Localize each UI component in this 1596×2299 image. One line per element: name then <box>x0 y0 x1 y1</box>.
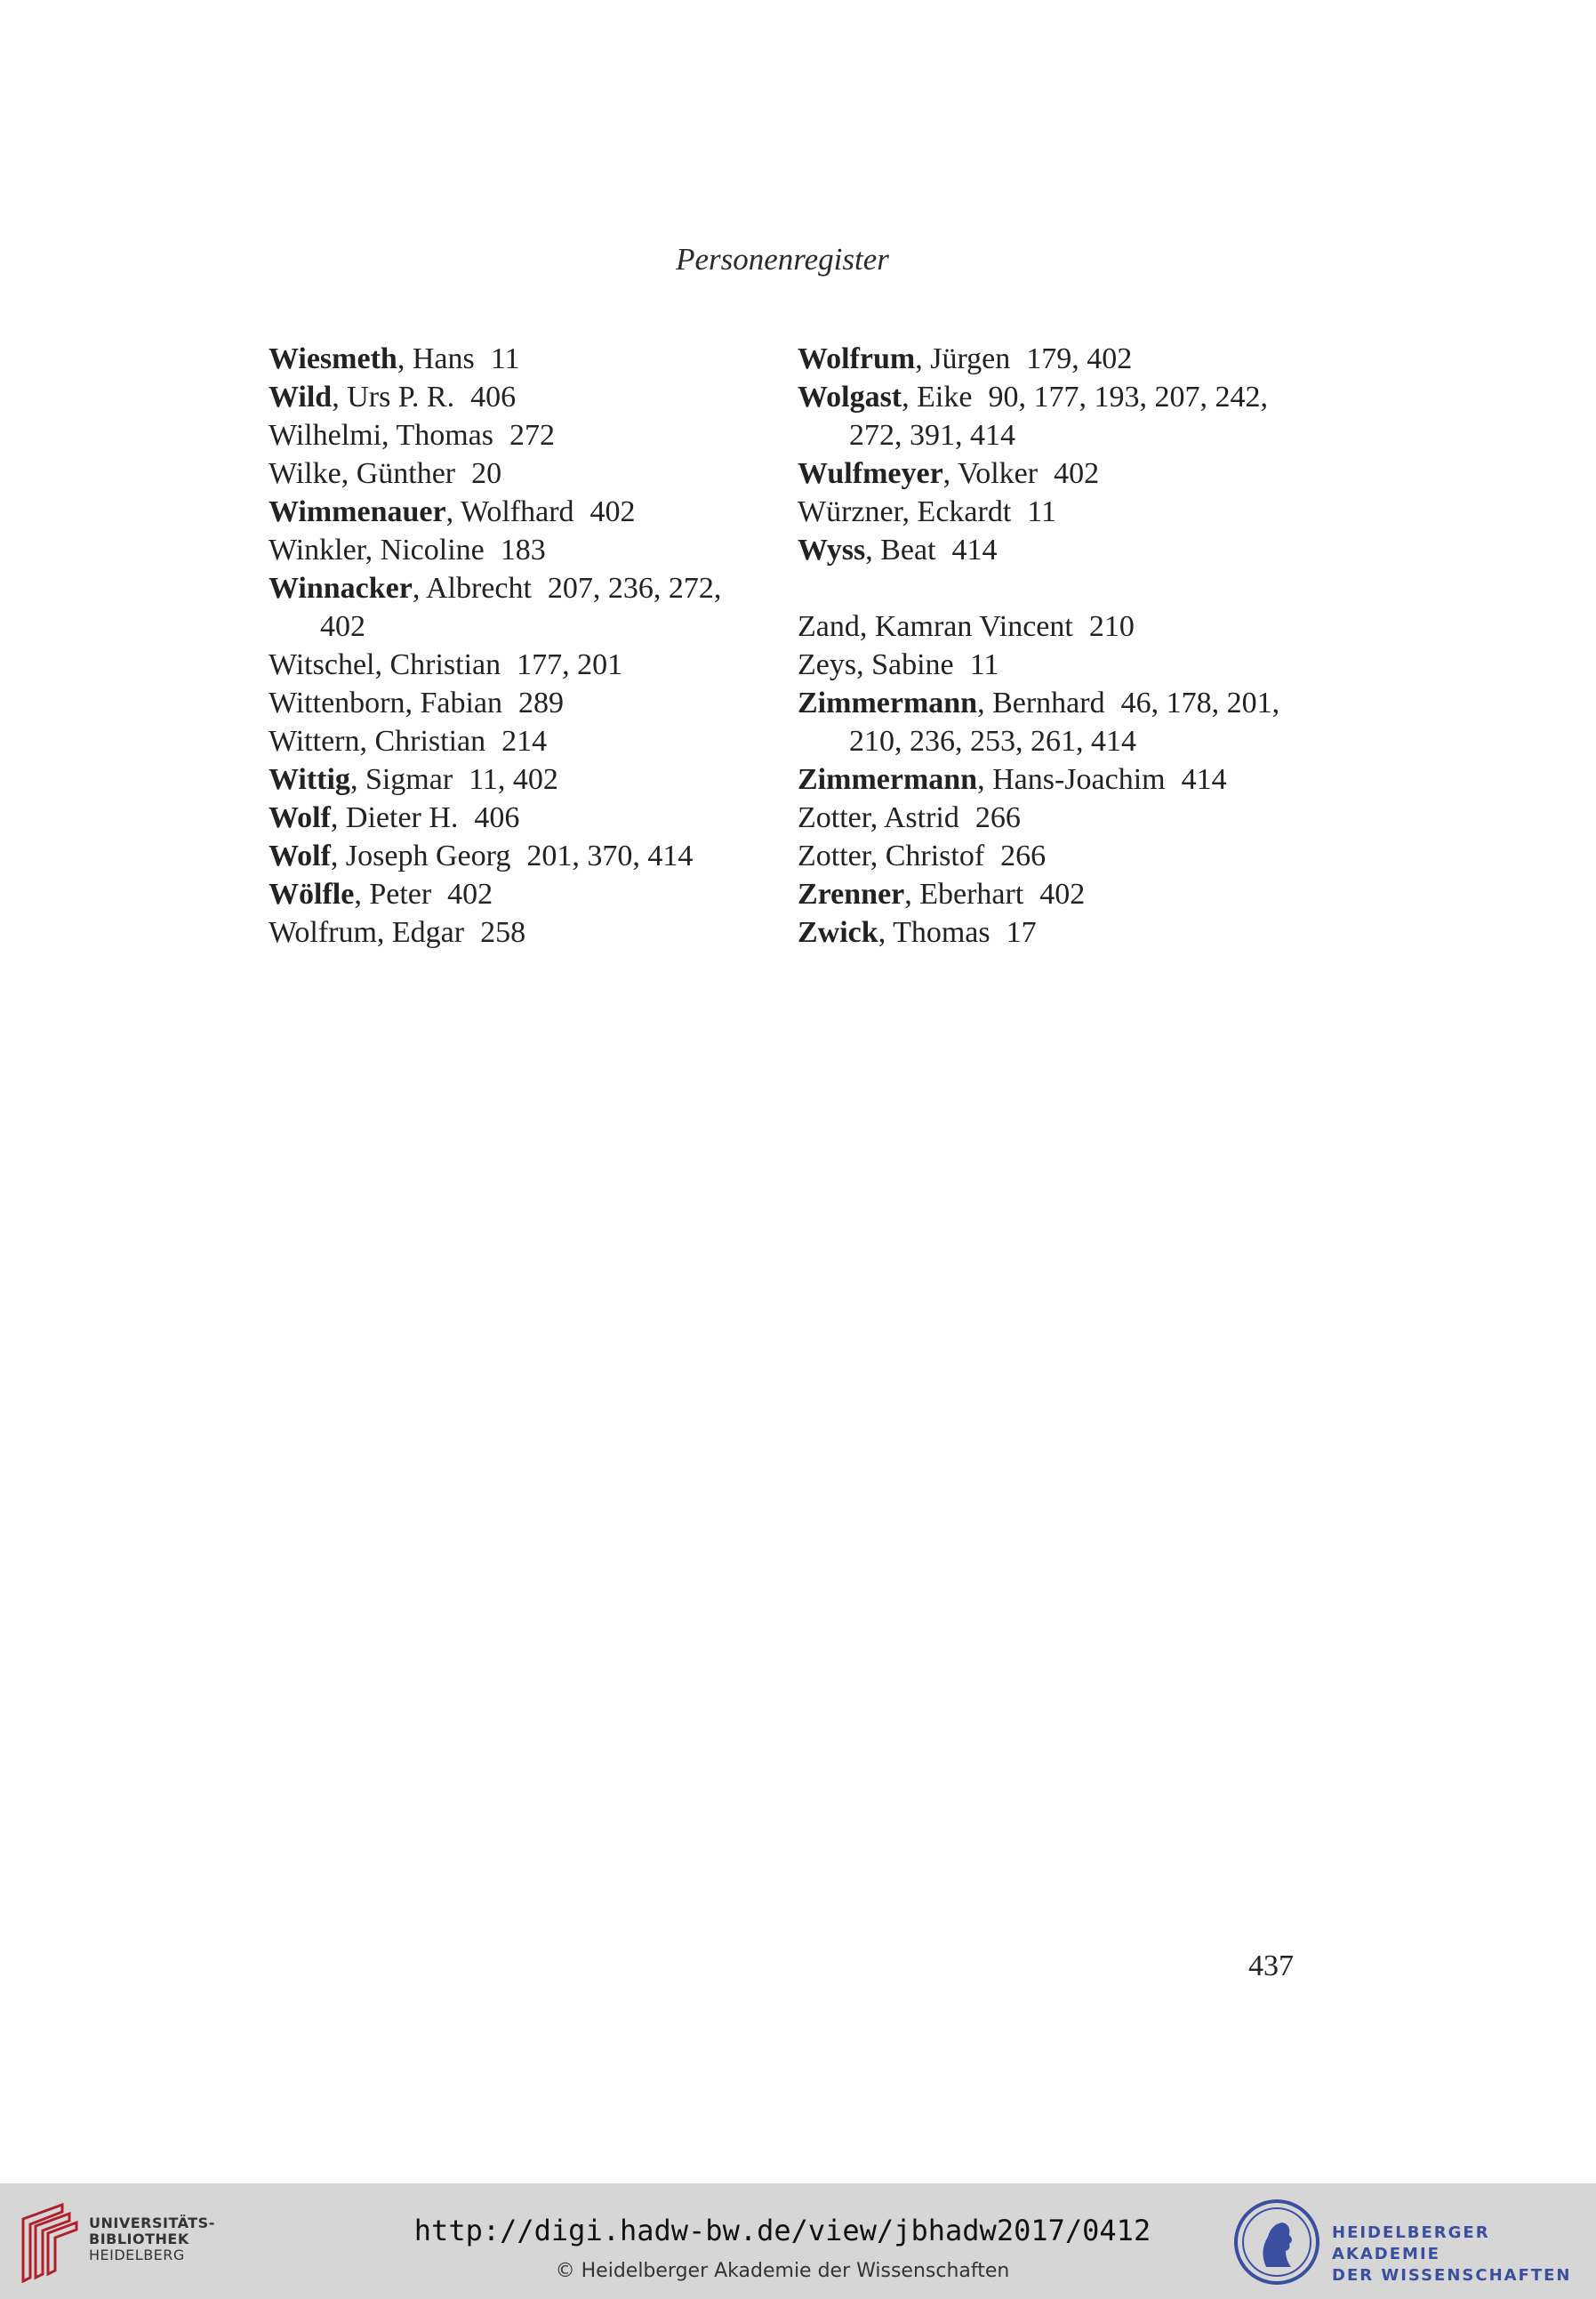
entry-name: , Albrecht <box>412 572 532 605</box>
entry-name: Winkler, Nicoline <box>269 534 485 567</box>
entry-name: Wilke, Günther <box>269 457 456 490</box>
index-entry <box>798 875 1295 913</box>
running-head: Personenregister <box>676 242 889 277</box>
index-entry <box>798 799 1295 837</box>
entry-name: , Eike <box>902 381 973 414</box>
index-entry <box>798 454 1295 493</box>
index-entry <box>798 531 1295 569</box>
entry-pages: 266 <box>974 801 1021 834</box>
index-entry <box>269 493 766 531</box>
ub-line-3: HEIDELBERG <box>89 2247 185 2263</box>
entry-surname-bold: Zimmermann <box>798 763 978 796</box>
index-entry <box>269 416 766 454</box>
entry-surname-bold: Wyss <box>798 534 866 567</box>
entry-surname-bold: Wittig <box>269 763 350 796</box>
entry-pages: 214 <box>501 725 548 758</box>
entry-surname-bold: Winnacker <box>269 572 413 605</box>
entry-name: , Volker <box>942 457 1039 490</box>
entry-pages: 258 <box>480 916 526 949</box>
entry-name: Zotter, Christof <box>798 840 985 872</box>
entry-surname-bold: Wiesmeth <box>269 342 397 375</box>
entry-surname-bold: Zrenner <box>798 878 905 911</box>
entry-name: , Hans <box>397 342 475 375</box>
entry-name: Wittenborn, Fabian <box>269 687 503 719</box>
entry-name: Wittern, Christian <box>269 725 486 758</box>
entry-pages: 46, 178, 201, 210, 236, 253, 261, 414 <box>849 687 1280 758</box>
ub-line-2: BIBLIOTHEK <box>89 2231 189 2247</box>
entry-name: , Wolfhard <box>445 495 574 528</box>
entry-pages: 406 <box>470 381 517 414</box>
index-entry <box>269 378 766 416</box>
index-entry <box>798 646 1295 684</box>
index-entry <box>269 760 766 799</box>
hadw-line-2: DER WISSENSCHAFTEN <box>1332 2266 1572 2285</box>
permalink-url[interactable]: http://digi.hadw-bw.de/view/jbhadw2017/0412 <box>413 2214 1151 2247</box>
index-entry <box>269 569 766 646</box>
entry-pages: 414 <box>951 534 998 567</box>
index-entry <box>269 646 766 684</box>
entry-pages: 11, 402 <box>469 763 558 796</box>
entry-pages: 402 <box>589 495 636 528</box>
entry-name: , Thomas <box>878 916 990 949</box>
entry-surname-bold: Wolf <box>269 801 331 834</box>
entry-name: , Joseph Georg <box>330 840 511 872</box>
entry-surname-bold: Wild <box>269 381 333 414</box>
entry-pages: 402 <box>1039 878 1086 911</box>
index-entry <box>798 760 1295 799</box>
entry-surname-bold: Zwick <box>798 916 878 949</box>
entry-name: Witschel, Christian <box>269 648 501 681</box>
entry-name: , Urs P. R. <box>332 381 455 414</box>
entry-pages: 272 <box>509 419 555 452</box>
entry-pages: 289 <box>518 687 565 719</box>
entry-pages: 20 <box>471 457 502 490</box>
entry-name: , Eberhart <box>904 878 1024 911</box>
index-entry <box>798 837 1295 875</box>
entry-name: , Jürgen <box>915 342 1011 375</box>
entry-name: , Dieter H. <box>330 801 459 834</box>
entry-pages: 207, 236, 272, 402 <box>320 572 722 643</box>
entry-name: Zotter, Astrid <box>798 801 959 834</box>
index-entry <box>798 684 1295 760</box>
entry-pages: 11 <box>490 342 520 375</box>
index-entry <box>798 913 1295 952</box>
footer-bar <box>0 2183 1596 2299</box>
entry-pages: 183 <box>500 534 546 567</box>
entry-pages: 17 <box>1006 916 1037 949</box>
entry-surname-bold: Wolgast <box>798 381 902 414</box>
index-entry <box>269 722 766 760</box>
entry-name: , Bernhard <box>977 687 1105 719</box>
hadw-seal-icon <box>1232 2198 1321 2287</box>
entry-pages: 201, 370, 414 <box>526 840 694 872</box>
index-entry <box>269 875 766 913</box>
entry-pages: 402 <box>1054 457 1100 490</box>
index-entry <box>269 684 766 722</box>
index-entry <box>798 340 1295 378</box>
entry-surname-bold: Wulfmeyer <box>798 457 943 490</box>
entry-name: Wilhelmi, Thomas <box>269 419 493 452</box>
entry-pages: 177, 201 <box>517 648 623 681</box>
index-entry <box>269 340 766 378</box>
entry-pages: 11 <box>969 648 999 681</box>
index-entry <box>798 378 1295 454</box>
entry-pages: 179, 402 <box>1026 342 1133 375</box>
index-entry <box>798 607 1295 646</box>
entry-pages: 266 <box>1000 840 1047 872</box>
index-column-right <box>798 340 1295 952</box>
index-column-left <box>269 340 766 952</box>
entry-pages: 11 <box>1027 495 1057 528</box>
entry-name: Zeys, Sabine <box>798 648 954 681</box>
entry-surname-bold: Wolfrum <box>798 342 916 375</box>
entry-surname-bold: Wolf <box>269 840 331 872</box>
entry-pages: 406 <box>474 801 520 834</box>
entry-pages: 210 <box>1088 610 1135 643</box>
index-entry <box>269 837 766 875</box>
ub-line-1: UNIVERSITÄTS- <box>89 2215 215 2231</box>
hadw-wordmark <box>1332 2223 1596 2287</box>
entry-name: , Peter <box>354 878 432 911</box>
entry-name: Würzner, Eckardt <box>798 495 1012 528</box>
entry-name: , Beat <box>865 534 936 567</box>
index-entry <box>798 493 1295 531</box>
entry-name: Wolfrum, Edgar <box>269 916 465 949</box>
entry-surname-bold: Wölfle <box>269 878 355 911</box>
entry-pages: 414 <box>1181 763 1227 796</box>
copyright-notice: © Heidelberger Akademie der Wissenschaften <box>555 2260 1010 2282</box>
index-entry <box>269 454 766 493</box>
index-entry <box>269 531 766 569</box>
entry-pages: 90, 177, 193, 207, 242, 272, 391, 414 <box>849 381 1268 452</box>
entry-surname-bold: Zimmermann <box>798 687 978 719</box>
page-number: 437 <box>1248 1949 1294 1982</box>
hadw-line-1: HEIDELBERGER AKADEMIE <box>1332 2223 1490 2263</box>
index-entry <box>269 913 766 952</box>
entry-surname-bold: Wimmenauer <box>269 495 446 528</box>
letter-gap <box>798 569 1295 607</box>
index-entry <box>269 799 766 837</box>
entry-name: , Sigmar <box>349 763 453 796</box>
entry-name: Zand, Kamran Vincent <box>798 610 1073 643</box>
entry-name: , Hans-Joachim <box>977 763 1166 796</box>
entry-pages: 402 <box>447 878 493 911</box>
